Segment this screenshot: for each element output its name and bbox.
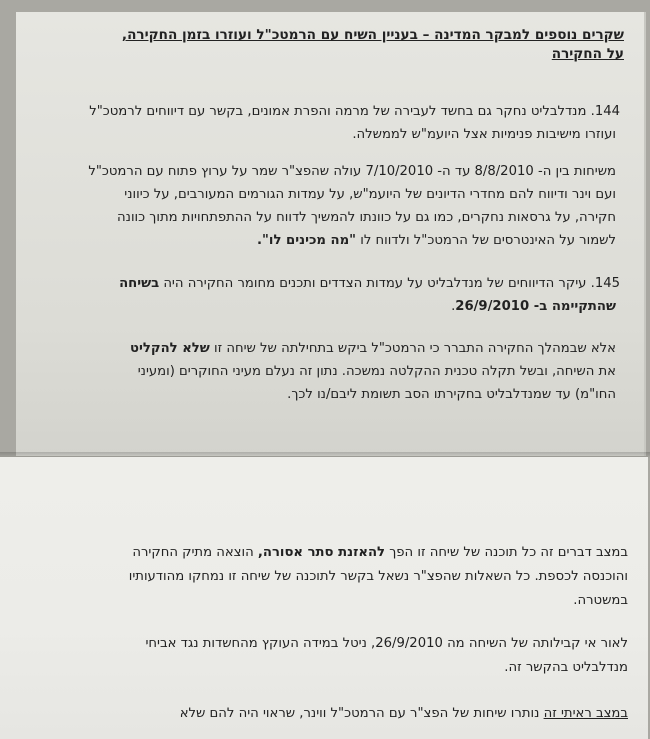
para-conv-line2: ועם וינר ודיווח להם מחדרי הדיונים של היועמ"ש, על עמדות הגורמים המעורבים, על כיווני <box>124 187 616 202</box>
para-conv-line4 <box>257 233 616 249</box>
para-145-text: עיקר הדיווחים של מנדלבליט על עמדות הצדדים ותכנים מחומר החקירה היה <box>159 276 587 291</box>
para-last-text: נותרו שיחות של הפצ"ר עם הרמטכ"ל ווינר, שראוי היה להם שלא <box>179 706 544 721</box>
para-144-text: מנדלבליט נחקר גם בחשד לעבירה של מרמה והפרת אמונים, בקשר עם דיווחים לרמטכ"ל <box>89 104 587 119</box>
para-last-underlined: במצב ראיתי זה <box>543 706 628 721</box>
para-145-line1 <box>119 276 620 292</box>
para-record-line2: את השיחה, ובשל תקלה טכנית ההקלטה נמשכה. נתון זה נעלם מעיני החוקרים (ומעיני <box>137 364 616 379</box>
para-record-line1 <box>130 341 616 357</box>
para-conv-line3: חקירה, על גרסאות נחקרים, כמו גם על כוונתו להמשיך לדווח על ההתפתחויות מתוך כוונה <box>117 210 616 225</box>
document-title-line2: על החקירה <box>551 46 624 62</box>
para-state-line2: והוכנסה לכספת. כל השאלות שהפצ"ר נשאל בקשר לתוכנה של שיחה זו נמחקו מהודעותיו <box>128 569 628 584</box>
para-conv-line1: משיחות בין ה- 8/8/2010 עד ה- 7/10/2010 עולה שהפצ"ר שמר על ערוץ פתוח עם הרמטכ"ל <box>88 164 616 179</box>
document-title-line1: שקרים נוספים למבקר המדינה – בעניין השיח עם הרמטכ"ל ועוזרו בזמן החקירה, <box>121 27 624 43</box>
para-state-bold: להאזנת סתר אסורה, <box>257 545 386 560</box>
para-state-line3: במשטרה. <box>573 593 628 608</box>
para-145-bold: בשיחה <box>119 276 160 291</box>
para-conv-quote: "מה מכינים לו". <box>257 233 357 248</box>
para-light-line1: לאור אי קבילותה של השיחה מה 26/9/2010, ניטל במידה העוקץ מהחשדות נגד אביחי <box>145 636 628 651</box>
lower-paper-sheet <box>0 456 648 739</box>
para-144-line1 <box>89 104 620 120</box>
para-light-line2: מנדלבליט בהקשר זה. <box>504 660 628 675</box>
para-145-number: 145. <box>590 276 620 291</box>
para-145-date: שהתקיימה ב- 26/9/2010 <box>455 299 616 314</box>
para-state-text-end: הוצאה מתיק החקירה <box>132 545 258 560</box>
para-144-line2: ועוזרו מישיבות פנימיות אצל היועמ"ש לממשלה. <box>352 127 616 142</box>
para-last-line1 <box>180 706 628 722</box>
para-state-line1 <box>132 545 628 561</box>
para-144-number: 144. <box>590 104 620 119</box>
para-145-line2 <box>451 299 616 315</box>
para-state-text: במצב דברים זה כל תוכנה של שיחה זו הפך <box>385 545 628 560</box>
para-record-line3: החו"מ) עד שמנדלבליט בחקירתו הסב תשומת ליבם/נו לכך. <box>287 387 616 402</box>
para-record-text: אלא שבמהלך החקירה התברר כי הרמטכ"ל ביקש בתחילתה של שיחה זו <box>209 341 616 356</box>
para-conv-line4-text: לשמור על האינטרסים של הרמטכ"ל ולדווח לו <box>356 233 616 248</box>
para-145-period: . <box>451 299 456 314</box>
para-record-bold: שלא להקליט <box>130 341 210 356</box>
